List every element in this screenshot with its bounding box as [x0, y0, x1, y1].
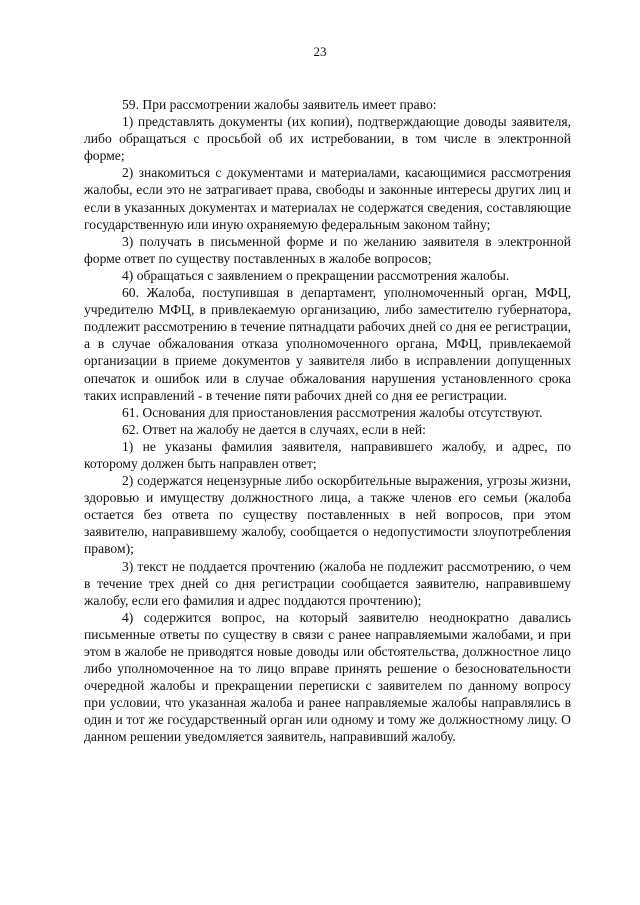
document-body [84, 96, 571, 746]
paragraph-61: 61. Основания для приостановления рассмотрения жалобы отсутствуют. [122, 404, 543, 420]
page-number: 23 [313, 44, 327, 59]
paragraph-59-item-2: 2) знакомиться с документами и материалами, касающимися рассмотрения жалобы, если это не затрагивает права, свободы и законные интересы других лиц и если в указанных документах и материалах не содержатся сведения, составляющие государственную или иную охраняемую федеральным законом тайну; [84, 165, 571, 232]
paragraph-62: 62. Ответ на жалобу не дается в случаях, если в ней: [122, 421, 426, 437]
paragraph-62-item-3: 3) текст не поддается прочтению (жалоба не подлежит рассмотрению, о чем в течение трех дней со дня регистрации сообщается заявителю, направившему жалобу, если его фамилия и адрес поддаются прочтению); [84, 558, 571, 608]
paragraph-62-item-1: 1) не указаны фамилия заявителя, направившего жалобу, и адрес, по которому должен быть направлен ответ; [84, 438, 571, 471]
paragraph-60: 60. Жалоба, поступившая в департамент, уполномоченный орган, МФЦ, учредителю МФЦ, в привлекаемую организацию, либо заместителю губернатора, подлежит рассмотрению в течение пятнадцати рабочих дней со дня ее регистрации, а в случае обжалования отказа уполномоченного органа, МФЦ, привлекаемой организации в приеме документов у заявителя либо в исправлении допущенных опечаток и ошибок или в случае обжалования нарушения установленного срока таких исправлений - в течение пяти рабочих дней со дня ее регистрации. [84, 285, 571, 403]
paragraph-59: 59. При рассмотрении жалобы заявитель имеет право: [122, 97, 437, 112]
paragraph-59-item-4: 4) обращаться с заявлением о прекращении рассмотрения жалобы. [122, 267, 510, 283]
paragraph-62-item-2: 2) содержатся нецензурные либо оскорбительные выражения, угрозы жизни, здоровью и имуществу должностного лица, а также членов его семьи (жалоба остается без ответа по существу поставленных в ней вопросов, при этом заявителю, направившему жалобу, сообщается о недопустимости злоупотребления правом); [84, 473, 571, 557]
paragraph-62-item-4: 4) содержится вопрос, на который заявителю неоднократно давались письменные ответы по существу в связи с ранее направляемыми жалобами, и при этом в жалобе не приводятся новые доводы или обстоятельства, должностное лицо либо уполномоченное на то лицо вправе принять решение о безосновательности очередной жалобы и прекращении переписки с заявителем по данному вопросу при условии, что указанная жалоба и ранее направляемые жалобы направлялись в один и тот же государственный орган или одному и тому же должностному лицу. О данном решении уведомляется заявитель, направивший жалобу. [84, 609, 571, 745]
paragraph-59-item-3: 3) получать в письменной форме и по желанию заявителя в электронной форме ответ по существу поставленных в жалобе вопросов; [84, 233, 571, 266]
paragraph-59-item-1: 1) представлять документы (их копии), подтверждающие доводы заявителя, либо обращаться с просьбой об их истребовании, в том числе в электронной форме; [84, 114, 571, 164]
